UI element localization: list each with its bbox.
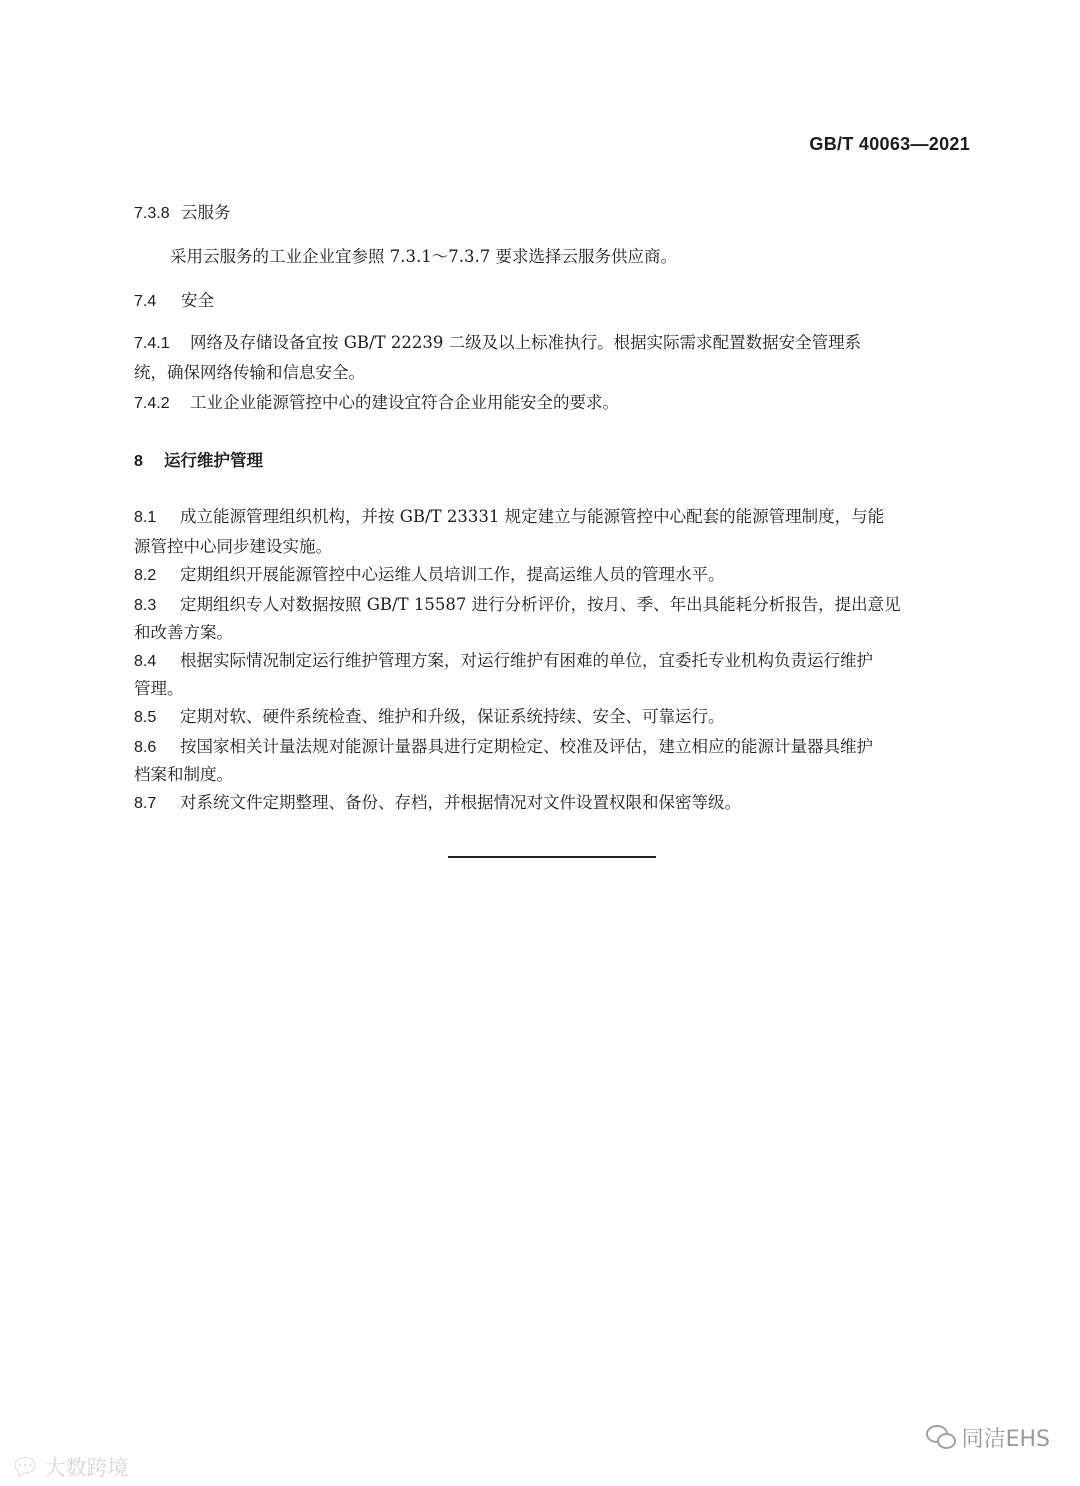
heading-7-4 <box>134 290 970 313</box>
clause-number: 8.7 <box>134 795 157 812</box>
heading-8 <box>134 450 970 473</box>
clause-text: 网络及存储设备宜按 GB/T 22239 二级及以上标准执行。根据实际需求配置数据安全管理系 <box>190 333 862 352</box>
clause-title: 安全 <box>181 291 214 310</box>
paragraph-7-3-8: 采用云服务的工业企业宜参照 7.3.1～7.3.7 要求选择云服务供应商。 <box>170 247 677 266</box>
clause-number: 7.4.1 <box>134 335 170 352</box>
clause-number: 7.4.2 <box>134 395 170 412</box>
clause-8-6-line1 <box>134 736 970 759</box>
heading-7-3-8 <box>134 202 970 225</box>
clause-8-3-line1 <box>134 594 970 617</box>
clause-number: 8 <box>134 453 143 470</box>
clause-8-6-line2: 档案和制度。 <box>134 765 233 784</box>
clause-number: 8.2 <box>134 567 157 584</box>
clause-8-7 <box>134 792 970 815</box>
clause-number: 7.4 <box>134 293 157 310</box>
watermark-right <box>926 1422 1050 1453</box>
clause-number: 7.3.8 <box>134 205 170 222</box>
clause-8-1-line2: 源管控中心同步建设实施。 <box>134 537 332 556</box>
standard-number: GB/T 40063—2021 <box>809 134 970 154</box>
clause-8-1-line1 <box>134 506 970 529</box>
clause-number: 8.3 <box>134 597 157 614</box>
watermark-left-text: 大数跨境 <box>44 1456 129 1480</box>
clause-number: 8.4 <box>134 653 157 670</box>
wechat-icon <box>926 1425 956 1451</box>
clause-number: 8.1 <box>134 509 157 526</box>
clause-text: 定期对软、硬件系统检查、维护和升级，保证系统持续、安全、可靠运行。 <box>180 707 725 726</box>
clause-8-5 <box>134 706 970 729</box>
clause-8-4-line1 <box>134 650 970 673</box>
watermark-left <box>10 1452 128 1482</box>
clause-7-4-1-line1 <box>134 332 970 355</box>
clause-text: 工业企业能源管控中心的建设宜符合企业用能安全的要求。 <box>190 393 619 412</box>
clause-text: 根据实际情况制定运行维护管理方案，对运行维护有困难的单位，宜委托专业机构负责运行维护 <box>180 651 873 670</box>
clause-title: 云服务 <box>181 203 231 222</box>
clause-title: 运行维护管理 <box>164 451 263 470</box>
clause-7-4-1-line2: 统，确保网络传输和信息安全。 <box>134 363 365 382</box>
clause-8-2 <box>134 564 970 587</box>
clause-text: 成立能源管理组织机构，并按 GB/T 23331 规定建立与能源管控中心配套的能源管理制度，与能 <box>180 507 885 526</box>
watermark-right-text: 同洁EHS <box>961 1427 1050 1452</box>
clause-text: 对系统文件定期整理、备份、存档，并根据情况对文件设置权限和保密等级。 <box>180 793 741 812</box>
clause-8-4-line2: 管理。 <box>134 679 184 698</box>
clause-7-4-2 <box>134 392 970 415</box>
clause-text: 定期组织专人对数据按照 GB/T 15587 进行分析评价，按月、季、年出具能耗分析报告，提出意见 <box>180 595 901 614</box>
clause-number: 8.5 <box>134 709 157 726</box>
clause-text: 定期组织开展能源管控中心运维人员培训工作，提高运维人员的管理水平。 <box>180 565 725 584</box>
end-rule-divider <box>448 856 656 858</box>
clause-8-3-line2: 和改善方案。 <box>134 623 233 642</box>
weibo-icon: 💬︎ <box>10 1453 41 1481</box>
clause-number: 8.6 <box>134 739 157 756</box>
clause-text: 按国家相关计量法规对能源计量器具进行定期检定、校准及评估，建立相应的能源计量器具维护 <box>180 737 873 756</box>
